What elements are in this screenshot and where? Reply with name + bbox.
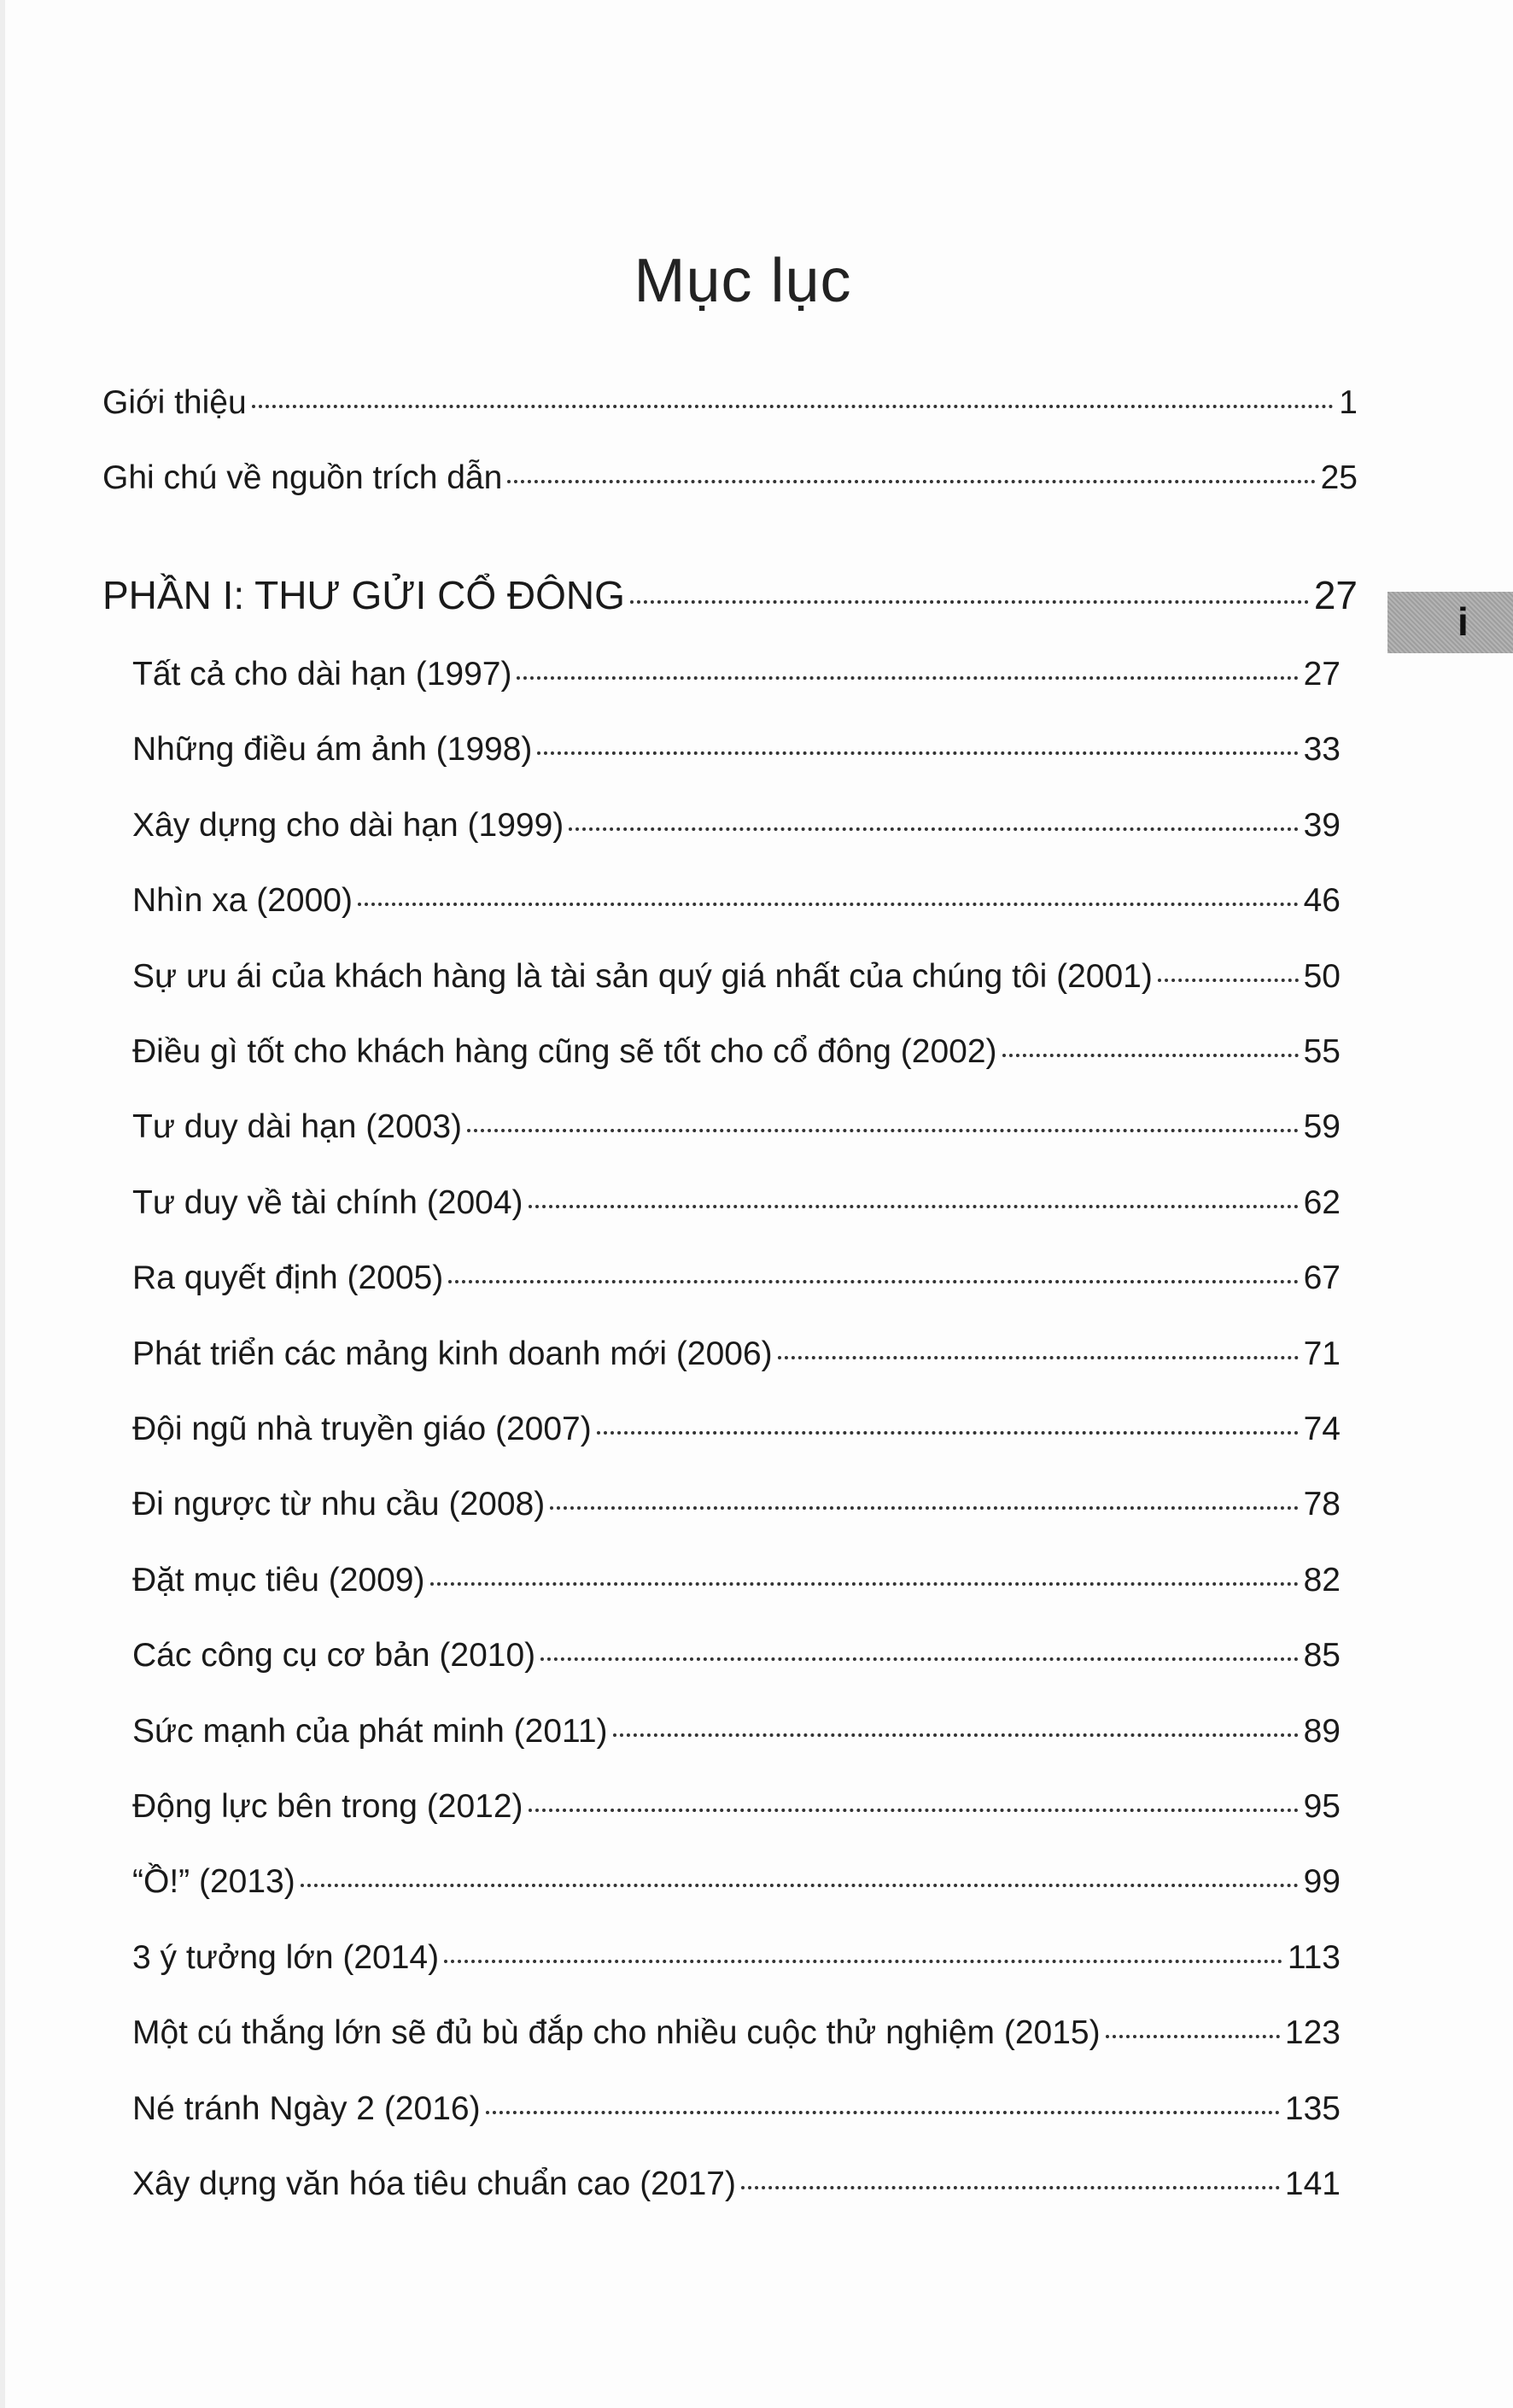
dot-leader xyxy=(444,1960,1282,1963)
toc-entry-title: Phát triển các mảng kinh doanh mới (2006) xyxy=(132,1335,773,1372)
toc-entry-page: 74 xyxy=(1303,1411,1341,1447)
toc-entry-page: 95 xyxy=(1303,1788,1341,1825)
toc-entry-page: 113 xyxy=(1287,1938,1341,1976)
toc-entry-title: Tất cả cho dài hạn (1997) xyxy=(132,656,512,693)
dot-leader xyxy=(448,1280,1298,1283)
dot-leader xyxy=(252,405,1335,408)
toc-entry xyxy=(132,2014,1341,2052)
toc-entry xyxy=(132,1863,1341,1901)
toc-entry-page: 78 xyxy=(1303,1486,1341,1523)
toc-entry-title: Tư duy về tài chính (2004) xyxy=(132,1184,523,1221)
dot-leader xyxy=(537,751,1298,755)
toc-entry xyxy=(132,958,1341,996)
dot-leader xyxy=(301,1884,1299,1887)
dot-leader xyxy=(1158,979,1299,982)
toc-entry xyxy=(102,384,1358,422)
section-tab-label: i xyxy=(1458,599,1469,644)
toc-entry xyxy=(132,1108,1341,1146)
toc-entry-title: Nhìn xa (2000) xyxy=(132,882,353,920)
dot-leader xyxy=(486,2111,1280,2114)
toc-entry xyxy=(132,1562,1341,1599)
toc-entry xyxy=(132,807,1341,845)
dot-leader xyxy=(430,1582,1299,1586)
toc-entry-title: Tư duy dài hạn (2003) xyxy=(132,1108,463,1146)
toc-entry-title: Ghi chú về nguồn trích dẫn xyxy=(102,459,503,496)
toc-entry-title: 3 ý tưởng lớn (2014) xyxy=(132,1938,440,1976)
dot-leader xyxy=(1002,1054,1299,1057)
toc-entry xyxy=(132,1336,1341,1373)
toc-entry xyxy=(132,1260,1341,1297)
toc-entry-title: Đặt mục tiêu (2009) xyxy=(132,1561,425,1599)
toc-entry-page: 25 xyxy=(1320,459,1358,496)
toc-entry-page: 85 xyxy=(1303,1637,1341,1674)
toc-entry-title: “Ồ!” (2013) xyxy=(132,1863,295,1901)
dot-leader xyxy=(741,2186,1280,2189)
toc-entry xyxy=(132,656,1341,693)
toc-entry-title: Ra quyết định (2005) xyxy=(132,1260,444,1297)
toc-entry-page: 39 xyxy=(1303,806,1341,844)
toc-entry-title: Một cú thắng lớn sẽ đủ bù đắp cho nhiều cuộc thử nghiệm (2015) xyxy=(132,2014,1101,2052)
toc-entry-title: PHẦN I: THƯ GỬI CỔ ĐÔNG xyxy=(102,573,625,617)
dot-leader xyxy=(1106,2035,1280,2038)
toc-entry xyxy=(132,882,1341,920)
toc-entry-page: 123 xyxy=(1284,2014,1341,2052)
dot-leader xyxy=(613,1733,1299,1737)
dot-leader xyxy=(517,676,1298,680)
dot-leader xyxy=(550,1506,1298,1510)
toc-entry-page: 33 xyxy=(1303,731,1341,769)
dot-leader xyxy=(529,1205,1299,1208)
toc-entry-page: 141 xyxy=(1284,2165,1341,2202)
toc-entry xyxy=(132,1184,1341,1222)
toc-entry-title: Điều gì tốt cho khách hàng cũng sẽ tốt cho cổ đông (2002) xyxy=(132,1033,997,1070)
toc-entry-title: Đi ngược từ nhu cầu (2008) xyxy=(132,1486,546,1523)
toc-entry-page: 82 xyxy=(1303,1561,1341,1599)
toc-entry-page: 71 xyxy=(1303,1335,1341,1372)
toc-entry-page: 67 xyxy=(1303,1260,1341,1297)
toc-entry xyxy=(132,2090,1341,2128)
toc-entry-page: 55 xyxy=(1303,1033,1341,1070)
toc-entry-title: Xây dựng văn hóa tiêu chuẩn cao (2017) xyxy=(132,2165,736,2202)
toc-entry xyxy=(102,459,1358,497)
dot-leader xyxy=(540,1657,1298,1661)
toc-entry-page: 46 xyxy=(1303,882,1341,920)
toc-entry xyxy=(132,1788,1341,1826)
dot-leader xyxy=(358,903,1299,906)
dot-leader xyxy=(467,1129,1299,1132)
toc-entry-page: 59 xyxy=(1303,1108,1341,1146)
toc-entry-title: Các công cụ cơ bản (2010) xyxy=(132,1637,536,1674)
dot-leader xyxy=(529,1809,1299,1812)
toc-entry-title: Động lực bên trong (2012) xyxy=(132,1788,523,1825)
toc-entry-page: 1 xyxy=(1339,384,1358,421)
dot-leader xyxy=(569,827,1298,831)
toc-entry-page: 135 xyxy=(1284,2089,1341,2127)
toc-entry xyxy=(132,1939,1341,1977)
page-edge xyxy=(0,0,5,2408)
toc-entry-title: Những điều ám ảnh (1998) xyxy=(132,731,533,769)
toc-entry-title: Giới thiệu xyxy=(102,384,247,421)
toc-entry-title: Sự ưu ái của khách hàng là tài sản quý giá nhất của chúng tôi (2001) xyxy=(132,957,1153,995)
page-title: Mục lục xyxy=(634,247,852,316)
toc-entry xyxy=(132,2165,1341,2203)
dot-leader xyxy=(597,1431,1299,1435)
toc-entry xyxy=(132,1486,1341,1523)
toc-entry-page: 27 xyxy=(1303,656,1341,693)
toc-entry-page: 62 xyxy=(1303,1184,1341,1221)
toc-entry-page: 99 xyxy=(1303,1863,1341,1901)
toc-entry xyxy=(132,1713,1341,1750)
toc-entry-title: Né tránh Ngày 2 (2016) xyxy=(132,2089,481,2127)
toc-entry-page: 27 xyxy=(1313,573,1358,617)
toc-entry-title: Xây dựng cho dài hạn (1999) xyxy=(132,806,564,844)
dot-leader xyxy=(778,1356,1299,1359)
toc-entry xyxy=(102,572,1358,618)
dot-leader xyxy=(630,600,1309,604)
toc-entry xyxy=(132,1411,1341,1448)
toc-entry-title: Sức mạnh của phát minh (2011) xyxy=(132,1712,608,1750)
toc-entry-page: 89 xyxy=(1303,1712,1341,1750)
toc-entry-page: 50 xyxy=(1303,957,1341,995)
section-thumb-tab xyxy=(1387,592,1513,653)
toc-entry xyxy=(132,1033,1341,1071)
toc-entry xyxy=(132,731,1341,769)
toc-entry xyxy=(132,1637,1341,1674)
toc-entry-title: Đội ngũ nhà truyền giáo (2007) xyxy=(132,1411,592,1447)
dot-leader xyxy=(507,480,1315,483)
